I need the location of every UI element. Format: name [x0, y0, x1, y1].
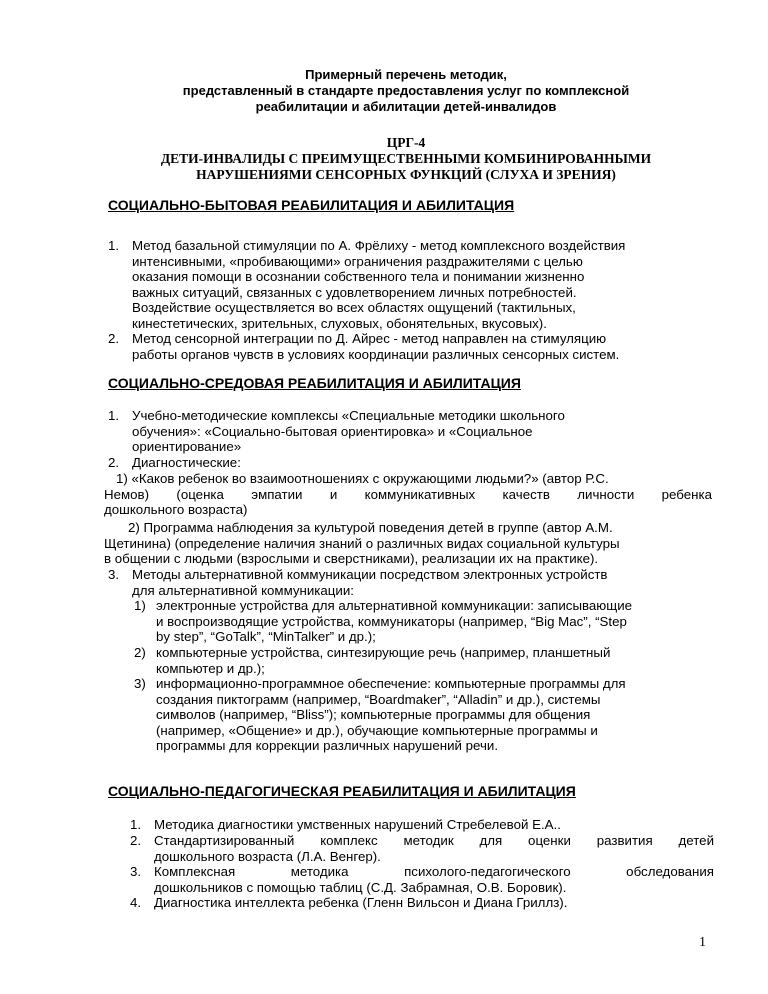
sub-list-number: 2) [134, 645, 146, 660]
section-title-social-environment: СОЦИАЛЬНО-СРЕДОВАЯ РЕАБИЛИТАЦИЯ И АБИЛИТАЦИЯ [108, 375, 521, 391]
sub-list-item [134, 598, 714, 645]
sub-list-text: программы для коррекции различных нарушений речи. [156, 738, 499, 753]
list-item-text: Стандартизированный комплекс методик для оценки развития детей [154, 833, 714, 848]
list-item-text: кинестетических, зрительных, слуховых, обонятельных, вкусовых). [132, 315, 547, 331]
sub-list-text: создания пиктограмм (например, “Boardmaker”, “Alladin” и др.), системы [156, 691, 601, 707]
sub-list-text: символов (например, “Bliss”); компьютерные программы для общения [156, 707, 591, 722]
sub-list-text: by step”, “GoTalk”, “MinTalker” и др.); [156, 629, 376, 644]
group-line-2: НАРУШЕНИЯМИ СЕНСОРНЫХ ФУНКЦИЙ (СЛУХА И ЗРЕНИЯ) [196, 167, 616, 182]
sub-item-empathy [104, 471, 712, 518]
list-item-text: дошкольников с помощью таблиц (С.Д. Забрамная, О.В. Боровик). [154, 879, 567, 895]
group-heading [100, 135, 712, 183]
sub-list-text: электронные устройства для альтернативной коммуникации: записывающие [156, 598, 633, 613]
sub-item-text: 1) «Каков ребенок во взаимоотношениях с окружающими людьми?» (автор Р.С. [116, 471, 609, 486]
title-line-1: Примерный перечень методик, [305, 67, 507, 82]
title-line-3: реабилитации и абилитации детей-инвалидов [255, 99, 557, 114]
sub-item-culture [104, 520, 712, 567]
sub-list-number: 1) [134, 598, 146, 613]
sub-list-text: и воспроизводящие устройства, коммуникаторы (например, “Big Mac”, “Step [156, 613, 627, 629]
list-item-text: ориентирование» [132, 439, 242, 454]
list-item [108, 331, 718, 362]
list-item [108, 238, 718, 331]
list-number: 2. [108, 331, 120, 346]
sub-list-text: компьютер и др.); [156, 660, 265, 676]
list-number: 4. [130, 895, 142, 910]
list-item-text: дошкольного возраста (Л.А. Венгер). [154, 848, 381, 864]
list-number: 1. [108, 408, 120, 423]
group-code: ЦРГ-4 [386, 135, 426, 150]
title-line-2: представленный в стандарте предоставления услуг по комплексной [182, 83, 630, 98]
list-item-text: обучения»: «Социально-бытовая ориентировка» и «Социальное [132, 423, 533, 439]
list-item-text: важных ситуаций, связанных с удовлетворением личных потребностей. [132, 284, 577, 300]
list-item-text: Диагностика интеллекта ребенка (Гленн Вильсон и Диана Гриллз). [154, 895, 568, 910]
list-item-text: Методы альтернативной коммуникации посредством электронных устройств [132, 567, 608, 582]
list-item-text: работы органов чувств в условиях координации различных сенсорных систем. [132, 346, 620, 362]
list-item-text: Воздействие осуществляется во всех областях ощущений (тактильных, [132, 300, 576, 315]
page-number: 1 [699, 935, 706, 950]
section-title-social-pedagogical: СОЦИАЛЬНО-ПЕДАГОГИЧЕСКАЯ РЕАБИЛИТАЦИЯ И АБИЛИТАЦИЯ [108, 783, 576, 799]
list-number: 3. [130, 864, 142, 879]
list-item [108, 455, 718, 471]
list-item-text: Диагностические: [132, 455, 241, 470]
list-number: 3. [108, 567, 120, 582]
sub-list-number: 3) [134, 676, 146, 691]
list-item [108, 567, 718, 598]
list-number: 1. [108, 238, 120, 253]
list-item-text: оказания помощи в осознании собственного тела и понимании жизненно [132, 269, 585, 284]
list-item [130, 817, 714, 833]
list-item [130, 864, 714, 895]
document-title [100, 67, 712, 115]
list-item-text: Комплексная методика психолого-педагогического обследования [154, 864, 714, 879]
list-item-text: Учебно-методические комплексы «Специальные методики школьного [132, 408, 565, 423]
list-item-text: для альтернативной коммуникации: [132, 582, 354, 598]
list-item-text: интенсивными, «пробивающими» ограничения раздражителями с целью [132, 253, 583, 269]
sub-list-item [134, 676, 714, 754]
group-line-1: ДЕТИ-ИНВАЛИДЫ С ПРЕИМУЩЕСТВЕННЫМИ КОМБИНИРОВАННЫМИ [160, 151, 652, 166]
list-item [108, 408, 718, 455]
list-item-text: Метод сенсорной интеграции по Д. Айрес - метод направлен на стимуляцию [132, 331, 607, 346]
sub-item-text: Щетинина) (определение наличия знаний о различных видах социальной культуры [104, 535, 620, 551]
sub-list-text: (например, «Общение» и др.), обучающие компьютерные программы и [156, 722, 598, 738]
list-number: 1. [130, 817, 142, 832]
list-item [130, 895, 714, 911]
sub-item-text: Немов) (оценка эмпатии и коммуникативных качеств личности ребенка [104, 486, 712, 502]
list-number: 2. [130, 833, 142, 848]
sub-item-text: дошкольного возраста) [104, 502, 248, 517]
list-number: 2. [108, 455, 120, 470]
sub-item-text: 2) Программа наблюдения за культурой поведения детей в группе (автор А.М. [128, 520, 613, 535]
list-item [130, 833, 714, 864]
sub-list-item [134, 645, 714, 676]
sub-list-text: компьютерные устройства, синтезирующие речь (например, планшетный [156, 645, 611, 660]
list-item-text: Метод базальной стимуляции по А. Фрёлиху - метод комплексного воздействия [132, 238, 626, 253]
list-item-text: Методика диагностики умственных нарушений Стребелевой Е.А.. [154, 817, 561, 832]
section-title-social-domestic: СОЦИАЛЬНО-БЫТОВАЯ РЕАБИЛИТАЦИЯ И АБИЛИТАЦИЯ [108, 197, 515, 213]
sub-list-text: информационно-программное обеспечение: компьютерные программы для [156, 676, 626, 691]
sub-item-text: в общении с людьми (взрослыми и сверстниками), реализации их на практике). [104, 551, 599, 566]
